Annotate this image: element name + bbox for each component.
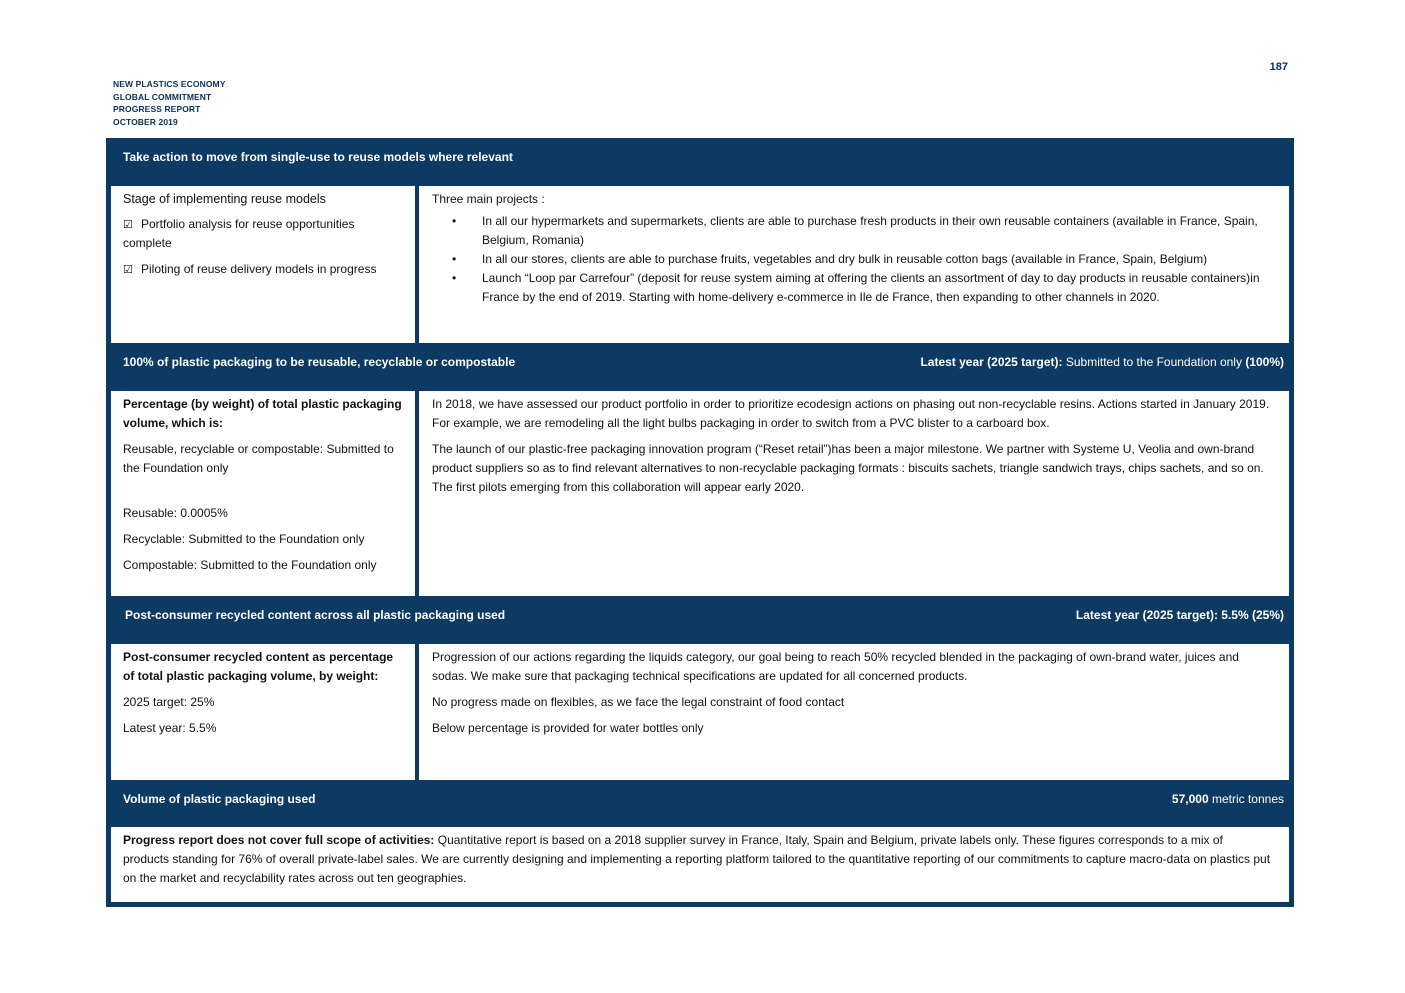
list-item xyxy=(452,269,1275,307)
volume-section-band xyxy=(106,780,1294,827)
bullet-icon: • xyxy=(452,252,457,266)
recyclable-value: Recyclable: Submitted to the Foundation only xyxy=(123,532,365,546)
recycled-content-description-cell xyxy=(419,644,1289,780)
volume-section-title: Volume of plastic packaging used xyxy=(123,792,316,806)
list-item xyxy=(452,212,1275,250)
list-item xyxy=(452,250,1275,269)
recycled-content-metric-cell xyxy=(111,644,415,780)
reuse-check-label: Piloting of reuse delivery models in progress xyxy=(141,262,377,276)
project-text: In all our hypermarkets and supermarkets, clients are able to purchase fresh products in their own reusable containers (available in France, Spain, Belgium, Romania) xyxy=(482,214,1258,247)
report-header-line: PROGRESS REPORT xyxy=(113,104,201,114)
reusable-value: Reusable: 0.0005% xyxy=(123,506,228,520)
report-table xyxy=(106,138,1294,907)
reuse-check-portfolio xyxy=(123,215,405,253)
recyclable-section-band xyxy=(106,343,1294,391)
volume-value xyxy=(1172,792,1284,806)
reuse-section-band xyxy=(106,138,1294,186)
recycled-content-section-title: Post-consumer recycled content across all plastic packaging used xyxy=(125,608,506,622)
report-header xyxy=(113,78,226,128)
recyclable-percentage-cell xyxy=(111,391,415,596)
recyclable-description-para: The launch of our plastic-free packaging innovation program (“Reset retail”)has been a major milestone. We partner with Systeme U, Veolia and own-brand product suppliers so as to find relevant alternatives to non-recyclable packaging formats : biscuits sachets, triangle sandwich trays, chips sachets, and so on. The first pilots emerging from this collaboration will appear early 2020. xyxy=(432,442,1264,494)
recyclable-description-para: In 2018, we have assessed our product portfolio in order to prioritize ecodesign actions on phasing out non-recyclable resins. Actions started in January 2019. For example, we are remodeling all the light bulbs packaging in order to switch from a PVC blister to a carboard box. xyxy=(432,397,1270,430)
volume-note xyxy=(123,831,1271,888)
recycled-content-description-para: Progression of our actions regarding the liquids category, our goal being to reach 50% recycled blended in the packaging of own-brand water, juices and sodas. We make sure that packaging technical specifications are updated for all concerned products. xyxy=(432,650,1239,683)
volume-number: 57,000 xyxy=(1171,792,1209,806)
reuse-projects-list xyxy=(432,212,1275,307)
checked-box-icon: ☑ xyxy=(123,263,133,276)
volume-note-text: Quantitative report is based on a 2018 supplier survey in France, Italy, Spain and Belgium, private labels only. These figures corresponds to a mix of products standing for 76% of overall private-label sales. We are currently designing and implementing a reporting platform tailored to the quantitative reporting of our commitments to capture macro-data on plastics put on the market and recyclability rates across out ten geographies. xyxy=(123,833,1271,885)
recycled-content-description-para: No progress made on flexibles, as we face the legal constraint of food contact xyxy=(432,695,845,709)
volume-unit: metric tonnes xyxy=(1208,792,1284,806)
reuse-stage-heading: Stage of implementing reuse models xyxy=(123,192,326,206)
latest-year-value: Submitted to the Foundation only xyxy=(1062,355,1246,369)
bullet-icon: • xyxy=(452,271,457,285)
reuse-stage-cell xyxy=(111,186,415,343)
latest-year-label: Latest year (2025 target): xyxy=(920,355,1063,369)
recycled-content-latest-year: Latest year (2025 target): 5.5% (25%) xyxy=(1075,608,1284,622)
reuse-check-label: Portfolio analysis for reuse opportunities complete xyxy=(123,217,355,250)
report-header-line: NEW PLASTICS ECONOMY xyxy=(113,79,226,89)
recycled-content-section-band xyxy=(106,596,1294,644)
checked-box-icon: ☑ xyxy=(123,218,133,231)
project-text: Launch “Loop par Carrefour” (deposit for reuse system aiming at offering the clients an assortment of day to day products in reusable containers)in France by the end of 2019. Starting with home-delivery e-commerce in Ile de France, then expanding to other channels in 2020. xyxy=(482,271,1260,304)
latest-year-target: (100%) xyxy=(1245,355,1284,369)
volume-note-cell xyxy=(111,827,1289,902)
recycled-content-description-para: Below percentage is provided for water bottles only xyxy=(432,721,704,735)
recycled-content-latest: Latest year: 5.5% xyxy=(123,721,217,735)
recyclable-percentage-heading: Percentage (by weight) of total plastic packaging volume, which is: xyxy=(123,397,402,430)
report-header-line: OCTOBER 2019 xyxy=(113,116,178,127)
page-number: 187 xyxy=(1269,61,1288,73)
reuse-section-title: Take action to move from single-use to reuse models where relevant xyxy=(123,150,513,164)
bullet-icon: • xyxy=(452,214,457,228)
reuse-projects-cell xyxy=(419,186,1289,343)
volume-note-label: Progress report does not cover full scope of activities: xyxy=(123,833,435,847)
recyclable-combined-value: Reusable, recyclable or compostable: Submitted to the Foundation only xyxy=(123,442,394,475)
recyclable-section-title: 100% of plastic packaging to be reusable, recyclable or compostable xyxy=(123,355,516,369)
recycled-content-heading: Post-consumer recycled content as percentage of total plastic packaging volume, by weight: xyxy=(123,650,394,683)
recyclable-latest-year xyxy=(920,355,1284,369)
compostable-value: Compostable: Submitted to the Foundation only xyxy=(123,558,377,572)
reuse-projects-intro: Three main projects : xyxy=(432,192,545,206)
recyclable-description-cell xyxy=(419,391,1289,596)
report-header-line: GLOBAL COMMITMENT xyxy=(113,91,212,102)
reuse-check-piloting xyxy=(123,260,405,279)
recycled-content-target: 2025 target: 25% xyxy=(123,695,215,709)
project-text: In all our stores, clients are able to purchase fruits, vegetables and dry bulk in reusable cotton bags (available in France, Spain, Belgium) xyxy=(482,252,1208,266)
